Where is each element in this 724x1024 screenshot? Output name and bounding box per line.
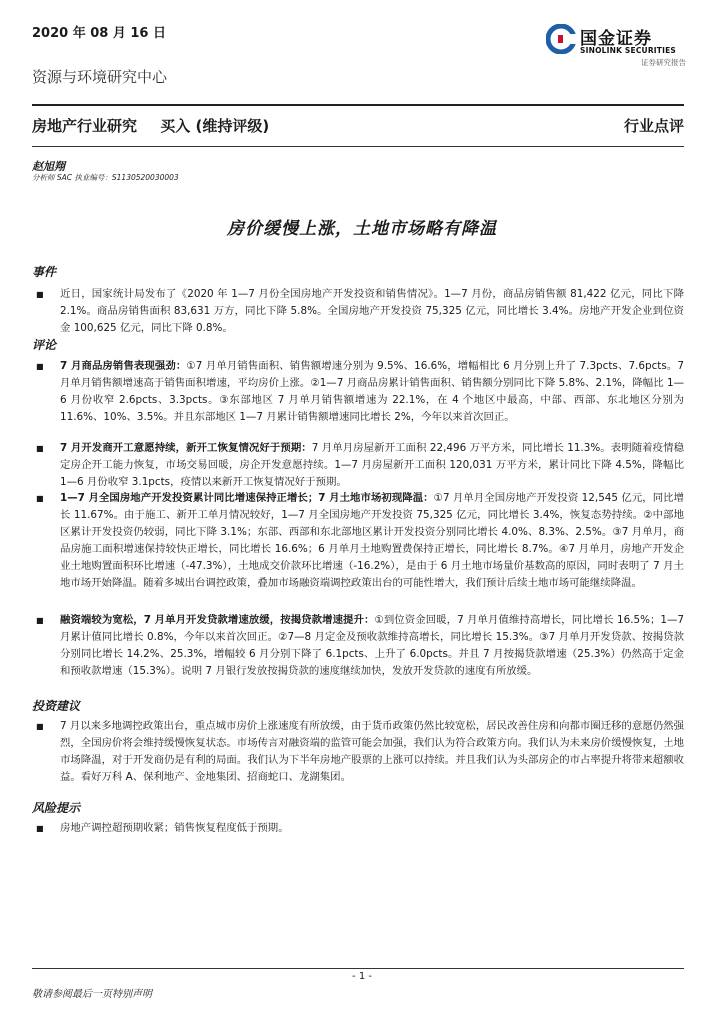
paragraph-text: ①到位资金回暖，7 月单月值维持高增长，同比增长 16.5%；1—7 月累计值同比增长 0.8%，今年以来首次回正。②7—8 月定金及预收款维持高增长，同比增长 15.3%。③7 月单月开发贷款、按揭贷款分别同比增长 14.2%、25.3%，增幅较 6 月分别下降了 6.1pcts、上升了 6.0pcts。并且 7 月按揭贷款增速（25.3%）仍然高于定金和预收款增速（15.3%）。说明 7 月银行发放按揭贷款的速度继续加快，发放开发贷款的速度有所放缓。 xyxy=(60,614,684,677)
header-divider xyxy=(32,104,684,106)
section-heading-advice: 投资建议 xyxy=(32,699,81,713)
bullet-icon: ■ xyxy=(36,722,44,731)
list-item xyxy=(36,820,684,837)
paragraph-text: 7 月单月房屋新开工面积 22,496 万平方米，同比增长 11.3%。表明随着疫情稳定房企开工能力恢复，市场交易回暖，房企开发意愿持续。1—7 月房屋新开工面积 120,031 万平方米，累计同比下降 4.5%，降幅比 1—6 月份收窄 3.1pcts，疫情以来新开工恢复情况好于预期。 xyxy=(60,442,684,488)
brand-name-en: SINOLINK SECURITIES xyxy=(580,46,677,55)
section-heading-risk: 风险提示 xyxy=(32,801,81,815)
list-item xyxy=(36,358,684,426)
paragraph-lead: 7 月商品房销售表现强劲： xyxy=(60,360,187,372)
sinolink-logo-icon xyxy=(546,24,576,54)
paragraph-text: 近日，国家统计局发布了《2020 年 1—7 月份全国房地产开发投资和销售情况》。1—7 月份，商品房销售额 81,422 亿元，同比下降 2.1%。商品房销售面积 83,631 万方，同比下降 5.8%。全国房地产开发投资 75,325 亿元，同比增长 3.4%。房地产开发企业到位资金 100,625 亿元，同比下降 0.8%。 xyxy=(60,288,684,334)
section-heading-comment: 评论 xyxy=(32,338,57,352)
rating-label: 买入 (维持评级) xyxy=(160,117,270,135)
disclaimer-note: 敬请参阅最后一页特别声明 xyxy=(32,989,152,1000)
list-item xyxy=(36,612,684,680)
bullet-icon: ■ xyxy=(36,824,44,833)
report-date: 2020 年 08 月 16 日 xyxy=(32,26,166,41)
bullet-icon: ■ xyxy=(36,444,44,453)
list-item xyxy=(36,718,684,786)
section-heading-event: 事件 xyxy=(32,265,57,279)
page-number: - 1 - xyxy=(352,971,372,982)
report-title: 房价缓慢上涨，土地市场略有降温 xyxy=(227,219,497,239)
brand-name-cn: 国金证券 xyxy=(580,29,652,49)
brand-logo xyxy=(546,22,686,70)
report-type: 行业点评 xyxy=(623,117,684,135)
bullet-icon: ■ xyxy=(36,362,44,371)
header-bottom-divider xyxy=(32,146,684,147)
author-name: 赵旭翔 xyxy=(32,160,65,173)
research-center: 资源与环境研究中心 xyxy=(32,68,168,86)
list-item xyxy=(36,440,684,491)
paragraph-lead: 7 月开发商开工意愿持续，新开工恢复情况好于预期： xyxy=(60,442,312,454)
paragraph-lead: 融资端较为宽松，7 月单月开发贷款增速放缓，按揭贷款增速提升： xyxy=(60,614,375,626)
paragraph-text: ①7 月单月销售面积、销售额增速分别为 9.5%、16.6%，增幅相比 6 月分别上升了 7.3pcts、7.6pcts。7 月单月销售额增速高于销售面积增速，平均房价上涨。②1—7 月商品房累计销售面积、销售额分别同比下降 5.8%、2.1%，降幅比 1—6 月份收窄 2.6pcts、3.3pcts。③东部地区 7 月单月销售额增速为 22.1%，在 4 个地区中最高，中部、西部、东北地区分别为 11.6%、10%、3.5%。并且东部地区 1—7 月累计销售额增速同比增长 2%，今年以来首次回正。 xyxy=(60,360,684,423)
paragraph-text: 房地产调控超预期收紧；销售恢复程度低于预期。 xyxy=(60,822,289,834)
brand-subtitle: 证券研究报告 xyxy=(641,58,686,67)
bullet-icon: ■ xyxy=(36,616,44,625)
list-item xyxy=(36,490,684,592)
list-item xyxy=(36,286,684,337)
paragraph-lead: 1—7 月全国房地产开发投资累计同比增速保持正增长；7 月土地市场初现降温： xyxy=(60,492,434,504)
paragraph-text: 7 月以来多地调控政策出台，重点城市房价上涨速度有所放缓，由于货币政策仍然比较宽松，居民改善住房和向都市圈迁移的意愿仍然强烈，全国房价将会维持缓慢恢复状态。市场传言对融资端的监管可能会加强，我们认为符合政策方向。我们认为未来房价缓慢恢复，土地市场降温，对于开发商仍是有利的局面。我们认为下半年房地产股票的上涨可以持续。并且我们认为头部房企的市占率提升将带来超额收益。看好万科 A、保利地产、金地集团、招商蛇口、龙湖集团。 xyxy=(60,720,684,783)
industry-rating-line xyxy=(32,115,287,136)
paragraph-text: ①7 月单月全国房地产开发投资 12,545 亿元，同比增长 11.67%。由于施工、新开工单月情况较好，1—7 月全国房地产开发投资 75,325 亿元，同比增长 3.4%，恢复态势持续。②中部地区累计开发投资仍较弱，同比下降 3.1%；东部、西部和东北部地区累计开发投资分别同比增长 4.0%、8.3%、2.5%。③7 月单月，商品房施工面积增速保持较快正增长，同比增长 16.6%；6 月单月土地购置费保持正增长，同比增长 8.7%。④7 月单月，房地产开发企业土地购置面积环比增速（-47.3%），土地成交价款环比增速（-16.2%），是由于 6 月土地市场量价基数高的原因，同时表明了 7 月土地市场开始降温。随着多城出台调控政策，叠加市场融资端调控政策出台的可能性增大，我们预计后续土地市场可能继续降温。 xyxy=(60,492,684,589)
industry-label: 房地产行业研究 xyxy=(32,117,138,135)
analyst-cert: 分析师 SAC 执业编号：S1130520030003 xyxy=(32,173,179,182)
footer-divider xyxy=(32,968,684,969)
bullet-icon: ■ xyxy=(36,290,44,299)
bullet-icon: ■ xyxy=(36,494,44,503)
